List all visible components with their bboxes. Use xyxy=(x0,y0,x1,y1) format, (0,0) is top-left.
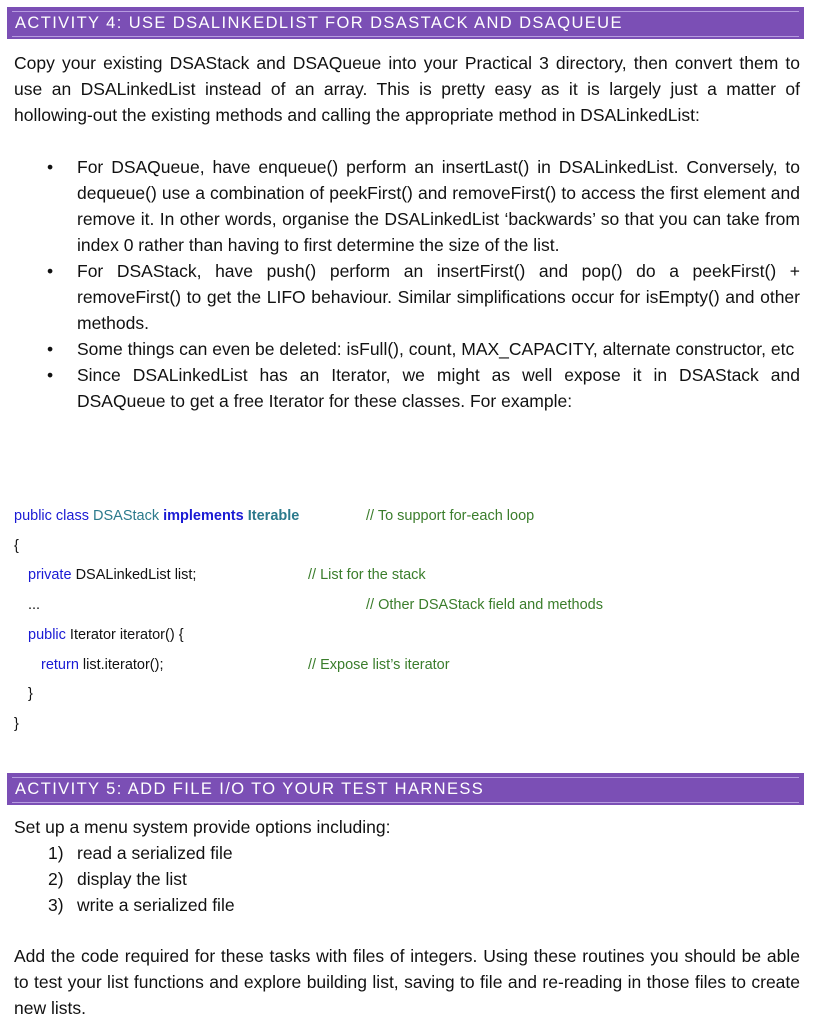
list-item xyxy=(14,840,800,866)
code-line-field: private DSALinkedList list; xyxy=(28,567,197,583)
code-inner-close-brace: } xyxy=(28,686,33,702)
bullet-item xyxy=(14,336,800,362)
activity-4-intro: Copy your existing DSAStack and DSAQueue into your Practical 3 directory, then convert them to use an DSALinkedList instead of an array. This is pretty easy as it is largely just a matter of hollowing-out the existing methods and calling the appropriate method in DSALinkedList: xyxy=(14,53,800,125)
activity-5-title: ACTIVITY 5: ADD FILE I/O TO YOUR TEST HARNESS xyxy=(12,777,799,803)
code-comment: // List for the stack xyxy=(308,567,426,583)
menu-options-list xyxy=(14,840,800,918)
list-item xyxy=(14,892,800,918)
bullet-text: For DSAQueue, have enqueue() perform an insertLast() in DSALinkedList. Conversely, to dequeue() use a combination of peekFirst() and removeFirst() to access the first element and remove it. In other words, organise the DSALinkedList ‘backwards’ so that you can take from index 0 rather than having to first determine the size of the list. xyxy=(77,157,800,255)
code-open-brace: { xyxy=(14,538,19,554)
code-comment: // To support for-each loop xyxy=(366,508,535,524)
code-line-class-decl: public class DSAStack implements Iterable xyxy=(14,508,300,524)
code-line-method: public Iterator iterator() { xyxy=(28,627,184,643)
bullet-text: Some things can even be deleted: isFull(), count, MAX_CAPACITY, alternate constructor, etc xyxy=(77,339,795,359)
code-sample xyxy=(0,500,821,740)
code-line-return: return list.iterator(); xyxy=(41,657,164,673)
code-outer-close-brace: } xyxy=(14,716,19,732)
code-comment: // Expose list’s iterator xyxy=(308,657,450,673)
option-label: display the list xyxy=(77,869,187,889)
bullet-item xyxy=(14,154,800,258)
bullet-icon: • xyxy=(47,157,54,177)
bullet-icon: • xyxy=(47,261,54,281)
option-number: 1) xyxy=(48,843,64,863)
activity-5-intro: Set up a menu system provide options including: xyxy=(14,817,391,837)
bullet-item xyxy=(14,362,800,414)
option-number: 3) xyxy=(48,895,64,915)
bullet-text: For DSAStack, have push() perform an insertFirst() and pop() do a peekFirst() + removeFirst() to get the LIFO behaviour. Similar simplifications occur for isEmpty() and other methods. xyxy=(77,261,800,333)
activity-5-header xyxy=(7,773,804,805)
activity-5-closing: Add the code required for these tasks with files of integers. Using these routines you should be able to test your list functions and explore building list, saving to file and re-reading in those files to create new lists. xyxy=(14,946,800,1018)
code-ellipsis: ... xyxy=(28,597,41,613)
option-label: read a serialized file xyxy=(77,843,233,863)
option-number: 2) xyxy=(48,869,64,889)
bullet-text: Since DSALinkedList has an Iterator, we might as well expose it in DSAStack and DSAQueue to get a free Iterator for these classes. For example: xyxy=(77,365,800,411)
code-comment: // Other DSAStack field and methods xyxy=(366,597,603,613)
activity-4-header xyxy=(7,7,804,39)
bullet-icon: • xyxy=(47,339,54,359)
activity-4-title: ACTIVITY 4: USE DSALINKEDLIST FOR DSASTACK AND DSAQUEUE xyxy=(12,11,799,37)
activity-4-bullet-list xyxy=(14,154,800,414)
list-item xyxy=(14,866,800,892)
bullet-icon: • xyxy=(47,365,54,385)
option-label: write a serialized file xyxy=(77,895,235,915)
bullet-item xyxy=(14,258,800,336)
